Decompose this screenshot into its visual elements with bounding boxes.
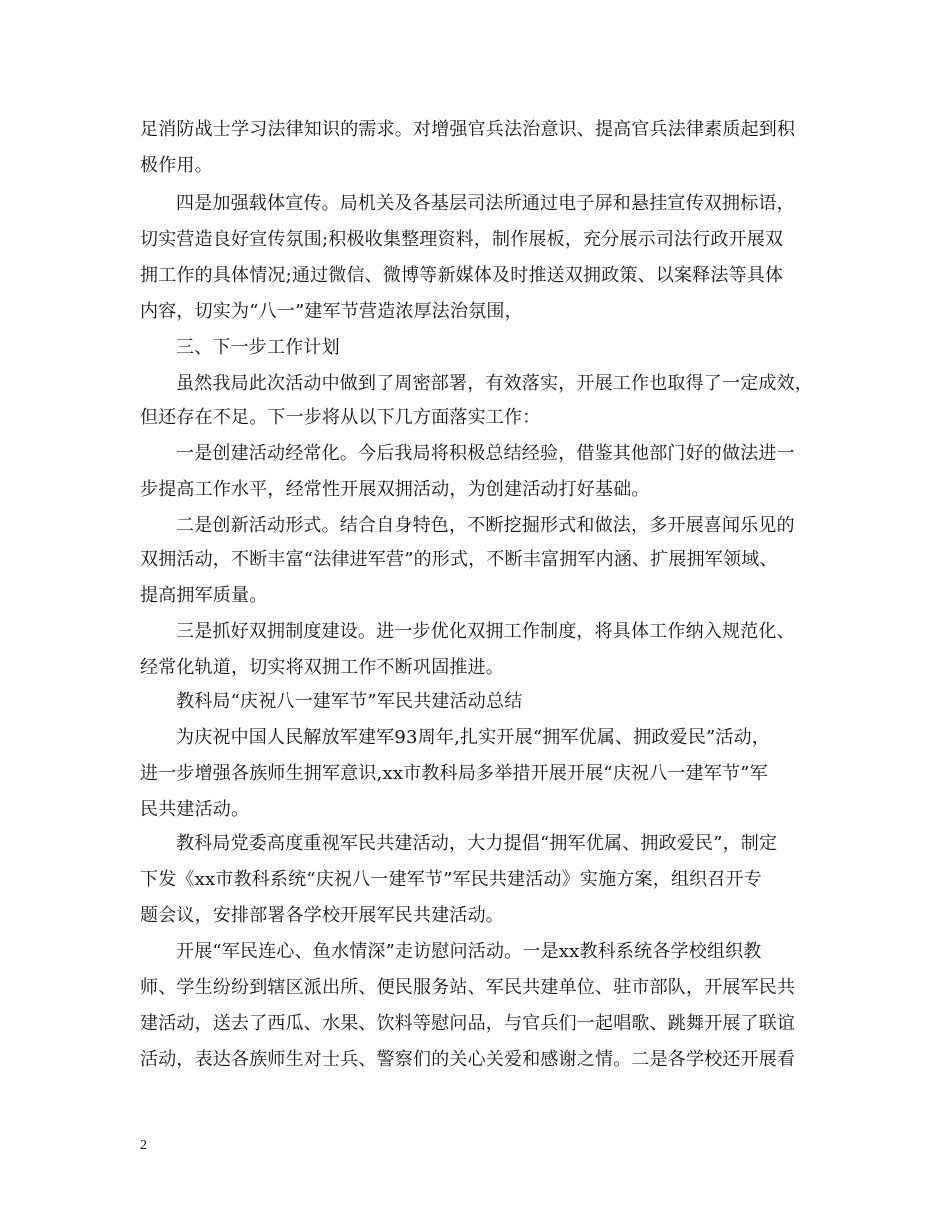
text-line: 虽然我局此次活动中做到了周密部署，有效落实，开展工作也取得了一定成效， <box>176 373 813 394</box>
page-number: 2 <box>140 1138 147 1153</box>
text-line: 为庆祝中国人民解放军建军93周年,扎实开展“拥军优属、拥政爱民”活动， <box>176 727 771 748</box>
article-title: 教科局“庆祝八一建军节”军民共建活动总结 <box>176 691 523 712</box>
text-line: 活动，表达各族师生对士兵、警察们的关心关爱和感谢之情。二是各学校还开展看 <box>140 1049 796 1070</box>
text-line: 拥工作的具体情况;通过微信、微博等新媒体及时推送双拥政策、以案释法等具体 <box>140 265 784 286</box>
text-line: 经常化轨道，切实将双拥工作不断巩固推进。 <box>140 657 504 678</box>
text-line: 极作用。 <box>140 155 213 176</box>
text-line: 双拥活动，不断丰富“法律进军营”的形式，不断丰富拥军内涵、扩展拥军领域、 <box>140 549 778 570</box>
text-line: 步提高工作水平，经常性开展双拥活动，为创建活动打好基础。 <box>140 479 650 500</box>
text-line: 但还存在不足。下一步将从以下几方面落实工作： <box>140 407 541 428</box>
text-line: 提高拥军质量。 <box>140 585 268 606</box>
text-line: 开展“军民连心、鱼水情深”走访慰问活动。一是xx教科系统各学校组织教 <box>176 941 762 962</box>
text-line: 一是创建活动经常化。今后我局将积极总结经验，借鉴其他部门好的做法进一 <box>176 443 795 464</box>
text-line: 民共建活动。 <box>140 799 250 820</box>
text-line: 足消防战士学习法律知识的需求。对增强官兵法治意识、提高官兵法律素质起到积 <box>140 119 796 140</box>
text-line: 师、学生纷纷到辖区派出所、便民服务站、军民共建单位、驻市部队，开展军民共 <box>140 977 796 998</box>
text-line: 内容，切实为“八一”建军节营造浓厚法治氛围， <box>140 301 523 322</box>
text-line: 题会议，安排部署各学校开展军民共建活动。 <box>140 905 504 926</box>
text-line: 四是加强载体宣传。局机关及各基层司法所通过电子屏和悬挂宣传双拥标语， <box>176 193 795 214</box>
text-line: 切实营造良好宣传氛围;积极收集整理资料，制作展板，充分展示司法行政开展双 <box>140 229 784 250</box>
text-line: 进一步增强各族师生拥军意识,xx市教科局多举措开展开展“庆祝八一建军节”军 <box>140 763 768 784</box>
text-line: 三是抓好双拥制度建设。进一步优化双拥工作制度，将具体工作纳入规范化、 <box>176 621 795 642</box>
text-line: 二是创新活动形式。结合自身特色，不断挖掘形式和做法，多开展喜闻乐见的 <box>176 515 795 536</box>
text-line: 建活动，送去了西瓜、水果、饮料等慰问品，与官兵们一起唱歌、跳舞开展了联谊 <box>140 1013 796 1034</box>
text-line: 教科局党委高度重视军民共建活动，大力提倡“拥军优属、拥政爱民”，制定 <box>176 833 778 854</box>
section-heading: 三、下一步工作计划 <box>176 337 340 358</box>
text-line: 下发《xx市教科系统“庆祝八一建军节”军民共建活动》实施方案，组织召开专 <box>140 869 762 890</box>
